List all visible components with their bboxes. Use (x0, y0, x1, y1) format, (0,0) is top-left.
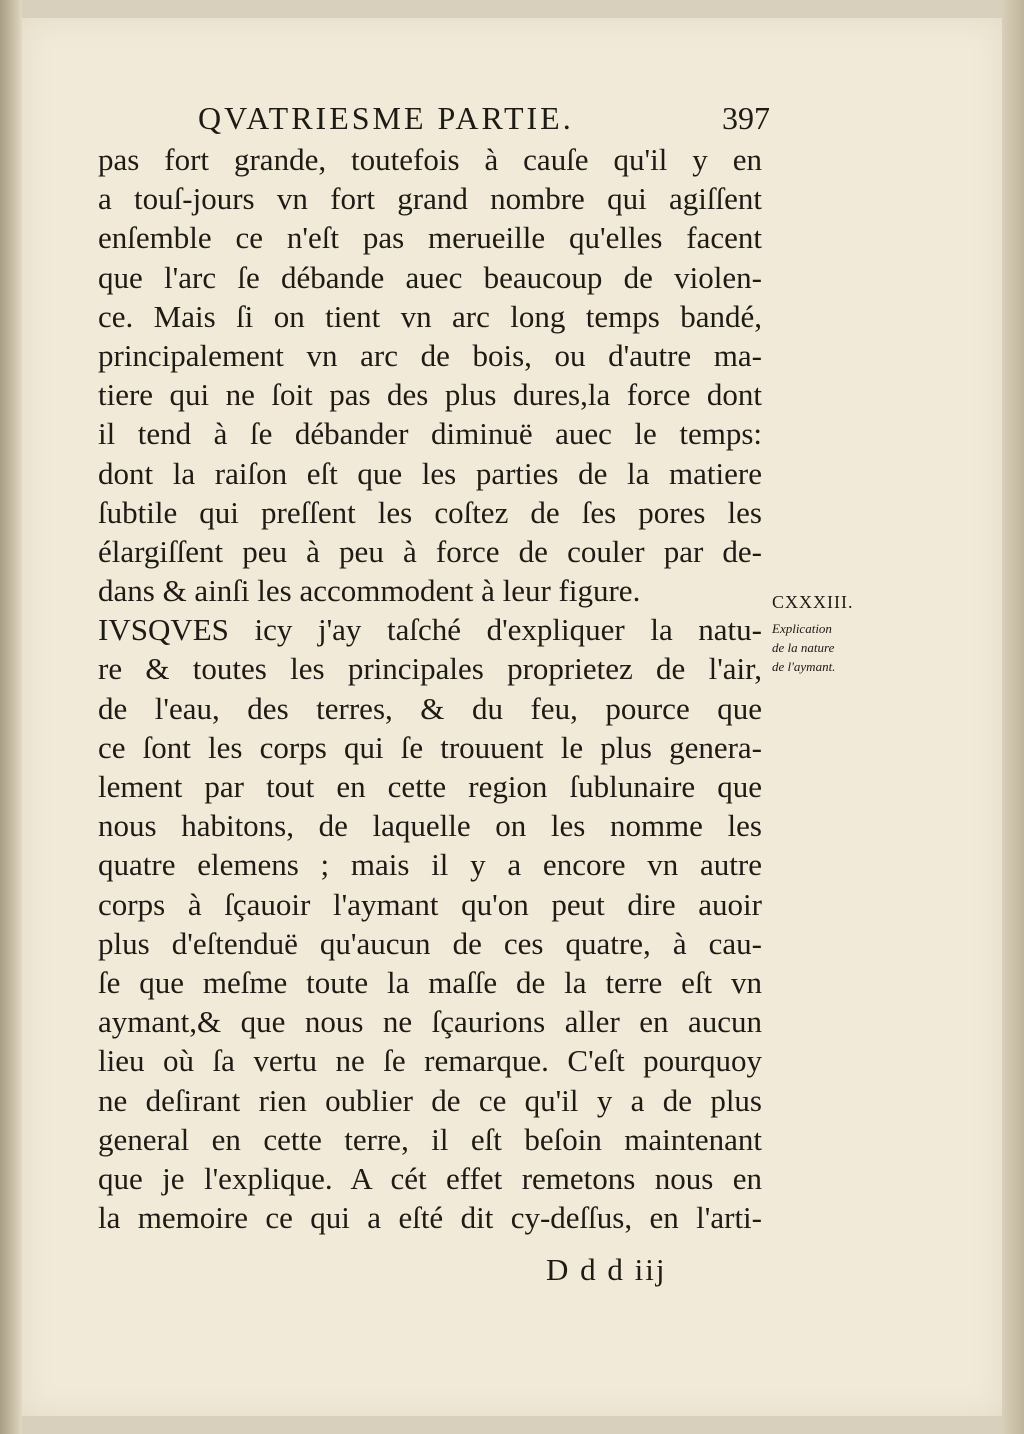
text-line: ſe que meſme toute la maſſe de la terre eſt vn (98, 964, 762, 1000)
text-line: dans & ainſi les accommodent à leur figure. (98, 573, 641, 609)
margin-note-line: de l'aymant. (772, 659, 836, 674)
text-line: ce. Mais ſi on tient vn arc long temps bandé, (98, 298, 762, 334)
text-line: principalement vn arc de bois, ou d'autre ma- (98, 337, 762, 373)
margin-note (772, 592, 882, 676)
text-line: tiere qui ne ſoit pas des plus dures,la force dont (98, 377, 762, 413)
text-line: dont la raiſon eſt que les parties de la matiere (98, 455, 762, 491)
text-line: aymant,& que nous ne ſçaurions aller en aucun (98, 1004, 762, 1040)
book-spine (0, 0, 22, 1434)
page-header (160, 100, 770, 144)
text-line: a touſ-jours vn fort grand nombre qui agiſſent (98, 181, 762, 217)
margin-note-line: de la nature (772, 640, 835, 655)
paragraph-start-line: IVSQVES icy j'ay taſché d'expliquer la natu- (98, 612, 762, 648)
text-line: general en cette terre, il eſt beſoin maintenant (98, 1121, 762, 1157)
text-line: la memoire ce qui a eſté dit cy-deſſus, en l'arti- (98, 1200, 762, 1236)
text-line: ſubtile qui preſſent les coſtez de ſes pores les (98, 494, 762, 530)
margin-note-text (772, 619, 882, 676)
text-line: il tend à ſe débander diminuë auec le temps: (98, 416, 762, 452)
text-line: ne deſirant rien oublier de ce qu'il y a de plus (98, 1082, 762, 1118)
section-number: CXXXIII. (772, 592, 854, 612)
text-line: que je l'explique. A cét effet remetons nous en (98, 1160, 762, 1196)
text-line: quatre elemens ; mais il y a encore vn autre (98, 847, 762, 883)
text-line: corps à ſçauoir l'aymant qu'on peut dire auoir (98, 886, 762, 922)
text-line: de l'eau, des terres, & du feu, pource que (98, 690, 762, 726)
text-line: que l'arc ſe débande auec beaucoup de violen- (98, 259, 762, 295)
page-number: 397 (722, 100, 770, 136)
text-line: lieu où ſa vertu ne ſe remarque. C'eſt pourquoy (98, 1043, 762, 1079)
text-line: pas fort grande, toutefois à cauſe qu'il y en (98, 142, 762, 177)
text-line: re & toutes les principales proprietez de l'air, (98, 651, 762, 687)
text-line: lement par tout en cette region ſublunaire que (98, 769, 762, 804)
signature-mark: D d d iij (546, 1252, 667, 1287)
body-text (98, 140, 762, 1237)
text-line: ce ſont les corps qui ſe trouuent le plus genera- (98, 729, 762, 765)
text-line: plus d'eſtenduë qu'aucun de ces quatre, à cau- (98, 925, 762, 961)
text-line: enſemble ce n'eſt pas merueille qu'elles facent (98, 220, 762, 256)
text-line: élargiſſent peu à peu à force de couler par de- (98, 533, 762, 569)
page-edge (1002, 0, 1024, 1434)
text-line: nous habitons, de laquelle on les nomme les (98, 808, 762, 844)
running-title: QVATRIESME PARTIE. (198, 100, 574, 136)
margin-note-line: Explication (772, 621, 832, 636)
